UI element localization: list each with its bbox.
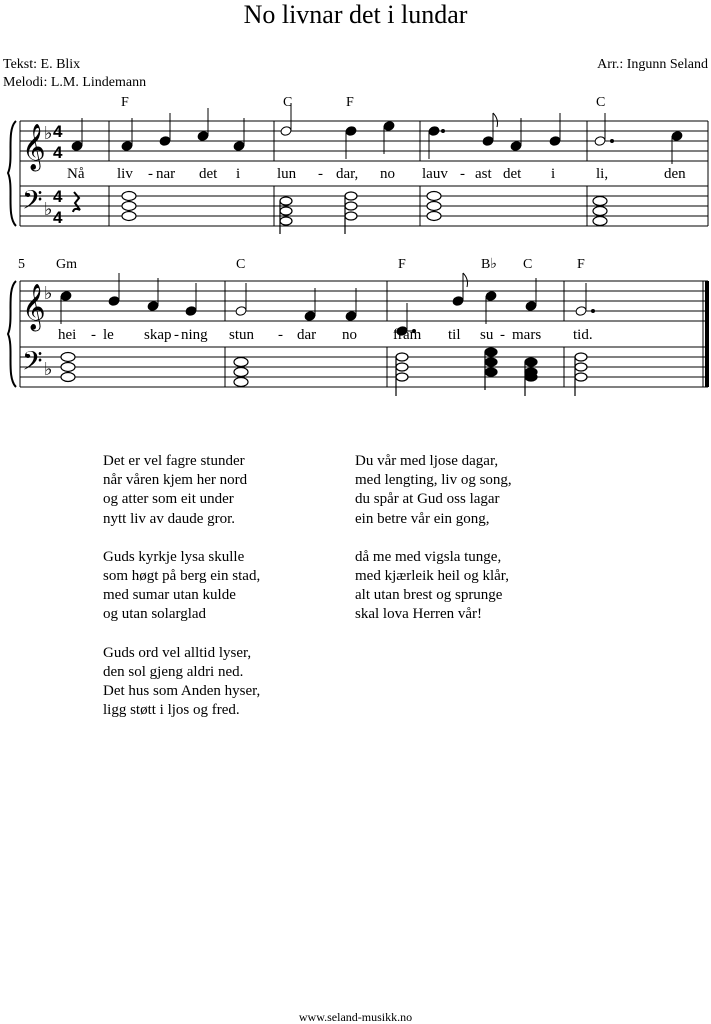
bass-chord [396,353,408,361]
verse-line: den sol gjeng aldri ned. [103,663,244,680]
note [280,126,292,137]
time-signature-icon: 4 [53,208,63,227]
verse-line: Guds ord vel alltid lyser, [103,644,252,661]
verse-stanza [103,644,260,721]
note [510,141,522,152]
verses-left-column [103,452,260,739]
key-signature-flat-icon: ♭ [44,123,53,143]
verse-stanza [355,548,512,625]
chord-symbol: F [577,257,585,272]
page-title: No livnar det i lundar [243,0,468,29]
composer-credit: Melodi: L.M. Lindemann [3,75,147,90]
chord-symbol: C [283,95,293,110]
lyric-syllable: - [318,166,323,182]
chord-symbol: C [523,257,533,272]
time-signature-icon: 4 [53,122,63,141]
bass-chord [234,358,248,367]
verse-line: og atter som eit under [103,491,234,508]
system-1-brace [8,121,16,226]
arranger-credit: Arr.: Ingunn Seland [597,57,708,72]
treble-clef-icon: 𝄞 [22,124,46,169]
note [575,306,587,317]
footer-url: www.seland-musikk.no [298,1010,413,1024]
lyric-syllable: til [448,327,461,343]
key-signature-flat-icon: ♭ [44,283,53,303]
verse-line: og utan solarglad [103,606,207,623]
note [233,141,245,152]
chord-symbol: C [596,95,606,110]
note [428,126,440,137]
key-signature-flat-icon: ♭ [44,199,53,219]
system-2-brace [8,281,16,387]
verse-line: Du vår med ljose dagar, [355,453,499,469]
note [235,306,247,317]
note [159,136,171,147]
lyric-syllable: i [236,166,241,182]
chord-symbol: F [346,95,354,110]
chord-symbol: F [121,95,129,110]
bass-chord [525,358,537,366]
note [482,136,494,147]
sheet-music-score [0,0,711,420]
verse-line: ein betre vår ein gong, [355,510,490,527]
note [383,121,395,132]
lyric-syllable: le [103,327,114,343]
lyric-syllable: den [664,166,686,182]
note [108,296,120,307]
verse-line: Guds kyrkje lysa skulle [103,548,245,565]
verse-line: med lengting, liv og song, [355,472,512,489]
lyric-syllable: - [460,166,465,182]
lyric-syllable: - [91,327,96,343]
lyric-syllable: det [199,166,218,182]
note [185,306,197,317]
bass-clef-icon: 𝄢 [22,346,43,382]
bass-chord [280,197,292,205]
lyric-syllable: fram [393,327,422,343]
lyric-syllable: dar, [336,166,359,182]
treble-clef-icon: 𝄞 [22,284,46,329]
chord-symbol: B♭ [481,257,497,272]
lyric-syllable: dar [297,327,317,343]
verse-line: då me med vigsla tunge, [355,548,502,565]
bass-chord [345,192,357,200]
verse-line: ligg støtt i ljos og fred. [103,702,240,719]
lyric-syllable: no [380,166,395,182]
time-signature-icon: 4 [53,143,63,162]
lyric-syllable: no [342,327,357,343]
verses-right-column [355,452,512,644]
note [594,136,606,147]
note [525,301,537,312]
lyric-syllable: lauv [422,166,448,182]
bass-chord [485,348,497,356]
verse-line: med sumar utan kulde [103,587,236,604]
note [147,301,159,312]
verse-stanza [103,548,260,625]
key-signature-flat-icon: ♭ [44,359,53,379]
lyric-syllable: - [174,327,179,343]
system-2-bass-staff [20,347,708,387]
note [452,296,464,307]
bass-clef-icon: 𝄢 [22,185,43,221]
lyric-syllable: hei [58,327,77,343]
verse-line: med kjærleik heil og klår, [355,568,509,585]
lyric-syllable: su [480,327,494,343]
verse-line: alt utan brest og sprunge [355,587,503,604]
bass-chord [427,192,441,201]
verse-line: som høgt på berg ein stad, [103,568,261,585]
note [197,131,209,142]
note [304,311,316,322]
note [345,311,357,322]
lyric-syllable: det [503,166,522,182]
lyric-syllable: Nå [67,166,85,182]
verse-line: Det hus som Anden hyser, [103,683,261,700]
lyric-syllable: mars [512,327,542,343]
lyric-syllable: - [148,166,153,182]
lyric-syllable: tid. [573,327,593,343]
lyric-syllable: ast [475,166,492,182]
note [71,141,83,152]
lyric-syllable: i [551,166,556,182]
bass-chord [122,192,136,201]
chord-symbol: Gm [56,257,77,272]
verse-line: du spår at Gud oss lagar [355,491,500,508]
lyric-syllable: stun [229,327,255,343]
lyric-syllable: skap [144,327,172,343]
note [345,126,357,137]
lyric-syllable: - [278,327,283,343]
lyric-syllable: li, [596,166,609,182]
chord-symbol: F [398,257,406,272]
bass-chord [61,353,75,362]
bass-chord [593,197,607,206]
verse-stanza [355,452,512,529]
note [549,136,561,147]
quarter-rest-icon [73,192,80,212]
verse-line: når våren kjem her nord [103,472,248,489]
lyricist-credit: Tekst: E. Blix [3,57,81,72]
bass-chord [575,353,587,361]
verse-line: nytt liv av daude gror. [103,510,236,527]
lyric-syllable: nar [156,166,176,182]
lyric-syllable: - [500,327,505,343]
note [485,291,497,302]
verse-line: skal lova Herren vår! [355,606,483,623]
measure-number: 5 [18,257,25,272]
lyric-syllable: ning [181,327,208,343]
time-signature-icon: 4 [53,187,63,206]
note [671,131,683,142]
verse-stanza [103,452,260,529]
lyric-syllable: liv [117,166,133,182]
system-2-treble-staff [20,281,708,321]
note [121,141,133,152]
lyric-syllable: lun [277,166,297,182]
verse-line: Det er vel fagre stunder [103,453,245,469]
note [60,291,72,302]
chord-symbol: C [236,257,246,272]
